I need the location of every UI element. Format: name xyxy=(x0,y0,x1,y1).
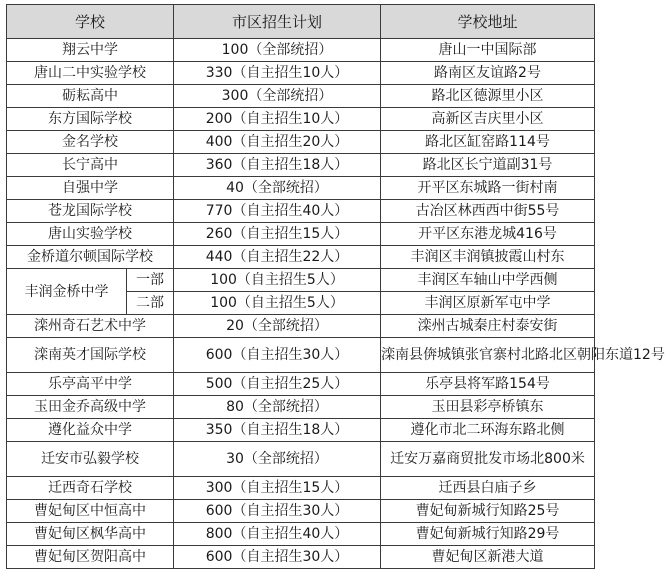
address-cell: 高新区吉庆里小区 xyxy=(381,108,595,131)
header-school: 学校 xyxy=(7,5,174,39)
table-row xyxy=(7,200,595,223)
school-cell: 玉田金乔高级中学 xyxy=(7,396,174,419)
address-cell: 玉田县彩亭桥镇东 xyxy=(381,396,595,419)
table-row xyxy=(7,546,595,569)
table-row xyxy=(7,396,595,419)
school-cell-merged: 丰润金桥中学 xyxy=(7,269,127,315)
table-row xyxy=(7,108,595,131)
plan-cell: 500（自主招生25人） xyxy=(174,373,381,396)
table-row xyxy=(7,338,595,373)
table-row xyxy=(7,223,595,246)
address-cell: 迁西县白庙子乡 xyxy=(381,477,595,500)
school-cell: 苍龙国际学校 xyxy=(7,200,174,223)
school-cell: 遵化益众中学 xyxy=(7,419,174,442)
address-cell: 丰润区丰润镇披霞山村东 xyxy=(381,246,595,269)
school-cell: 滦州奇石艺术中学 xyxy=(7,315,174,338)
plan-cell: 200（自主招生10人） xyxy=(174,108,381,131)
school-cell: 迁西奇石学校 xyxy=(7,477,174,500)
address-cell: 路北区缸窑路114号 xyxy=(381,131,595,154)
header-plan: 市区招生计划 xyxy=(174,5,381,39)
plan-cell: 40（全部统招） xyxy=(174,177,381,200)
table-row xyxy=(7,500,595,523)
address-cell: 路北区德源里小区 xyxy=(381,85,595,108)
table-row xyxy=(7,442,595,477)
address-cell: 曹妃甸区新港大道 xyxy=(381,546,595,569)
table-row xyxy=(7,373,595,396)
address-cell: 路北区长宁道副31号 xyxy=(381,154,595,177)
plan-cell: 300（自主招生15人） xyxy=(174,477,381,500)
plan-cell: 100（自主招生5人） xyxy=(174,292,381,315)
plan-cell: 360（自主招生18人） xyxy=(174,154,381,177)
plan-cell: 20（全部统招） xyxy=(174,315,381,338)
address-cell: 开平区东港龙城416号 xyxy=(381,223,595,246)
school-cell: 唐山实验学校 xyxy=(7,223,174,246)
admission-plan-table xyxy=(6,4,665,569)
plan-cell: 400（自主招生20人） xyxy=(174,131,381,154)
address-cell: 古冶区林西西中街55号 xyxy=(381,200,595,223)
address-cell: 乐亭县将军路154号 xyxy=(381,373,595,396)
school-cell: 东方国际学校 xyxy=(7,108,174,131)
plan-cell: 30（全部统招） xyxy=(174,442,381,477)
school-cell: 自强中学 xyxy=(7,177,174,200)
plan-cell: 600（自主招生30人） xyxy=(174,546,381,569)
school-cell: 金桥道尔顿国际学校 xyxy=(7,246,174,269)
table-row xyxy=(7,419,595,442)
table-row xyxy=(7,131,595,154)
address-cell: 路南区友谊路2号 xyxy=(381,62,595,85)
school-cell: 曹妃甸区贺阳高中 xyxy=(7,546,174,569)
plan-cell: 600（自主招生30人） xyxy=(174,338,381,373)
plan-cell: 350（自主招生18人） xyxy=(174,419,381,442)
address-cell: 迁安万嘉商贸批发市场北800米 xyxy=(381,442,595,477)
table-row xyxy=(7,269,595,292)
address-cell: 唐山一中国际部 xyxy=(381,39,595,62)
header-address: 学校地址 xyxy=(381,5,595,39)
plan-cell: 300（全部统招） xyxy=(174,85,381,108)
address-cell: 滦州古城秦庄村泰安街 xyxy=(381,315,595,338)
school-cell: 曹妃甸区枫华高中 xyxy=(7,523,174,546)
branch-label-cell: 一部 xyxy=(127,269,174,292)
address-cell: 滦南县倴城镇张官寨村北路北区朝阳东道12号 xyxy=(381,338,595,373)
address-cell: 开平区东城路一街村南 xyxy=(381,177,595,200)
table-header-row xyxy=(7,5,595,39)
school-cell: 长宁高中 xyxy=(7,154,174,177)
table-row xyxy=(7,315,595,338)
plan-cell: 100（全部统招） xyxy=(174,39,381,62)
plan-cell: 330（自主招生10人） xyxy=(174,62,381,85)
school-cell: 曹妃甸区中恒高中 xyxy=(7,500,174,523)
table-row xyxy=(7,523,595,546)
table-row xyxy=(7,62,595,85)
school-cell: 金名学校 xyxy=(7,131,174,154)
plan-cell: 260（自主招生15人） xyxy=(174,223,381,246)
plan-cell: 800（自主招生40人） xyxy=(174,523,381,546)
table-row xyxy=(7,39,595,62)
address-cell: 曹妃甸新城行知路25号 xyxy=(381,500,595,523)
table-row xyxy=(7,177,595,200)
school-cell: 乐亭高平中学 xyxy=(7,373,174,396)
table-row xyxy=(7,246,595,269)
school-cell: 唐山二中实验学校 xyxy=(7,62,174,85)
plan-cell: 770（自主招生40人） xyxy=(174,200,381,223)
address-cell: 曹妃甸新城行知路29号 xyxy=(381,523,595,546)
address-cell: 丰润区原新军屯中学 xyxy=(381,292,595,315)
table-row xyxy=(7,477,595,500)
table-row xyxy=(7,154,595,177)
plan-cell: 600（自主招生30人） xyxy=(174,500,381,523)
branch-label-cell: 二部 xyxy=(127,292,174,315)
table-row xyxy=(7,85,595,108)
school-cell: 迁安市弘毅学校 xyxy=(7,442,174,477)
school-cell: 滦南英才国际学校 xyxy=(7,338,174,373)
address-cell: 丰润区车轴山中学西侧 xyxy=(381,269,595,292)
plan-cell: 100（自主招生5人） xyxy=(174,269,381,292)
school-cell: 翔云中学 xyxy=(7,39,174,62)
plan-cell: 80（全部统招） xyxy=(174,396,381,419)
plan-cell: 440（自主招生22人） xyxy=(174,246,381,269)
school-cell: 砺耘高中 xyxy=(7,85,174,108)
address-cell: 遵化市北二环海东路北侧 xyxy=(381,419,595,442)
